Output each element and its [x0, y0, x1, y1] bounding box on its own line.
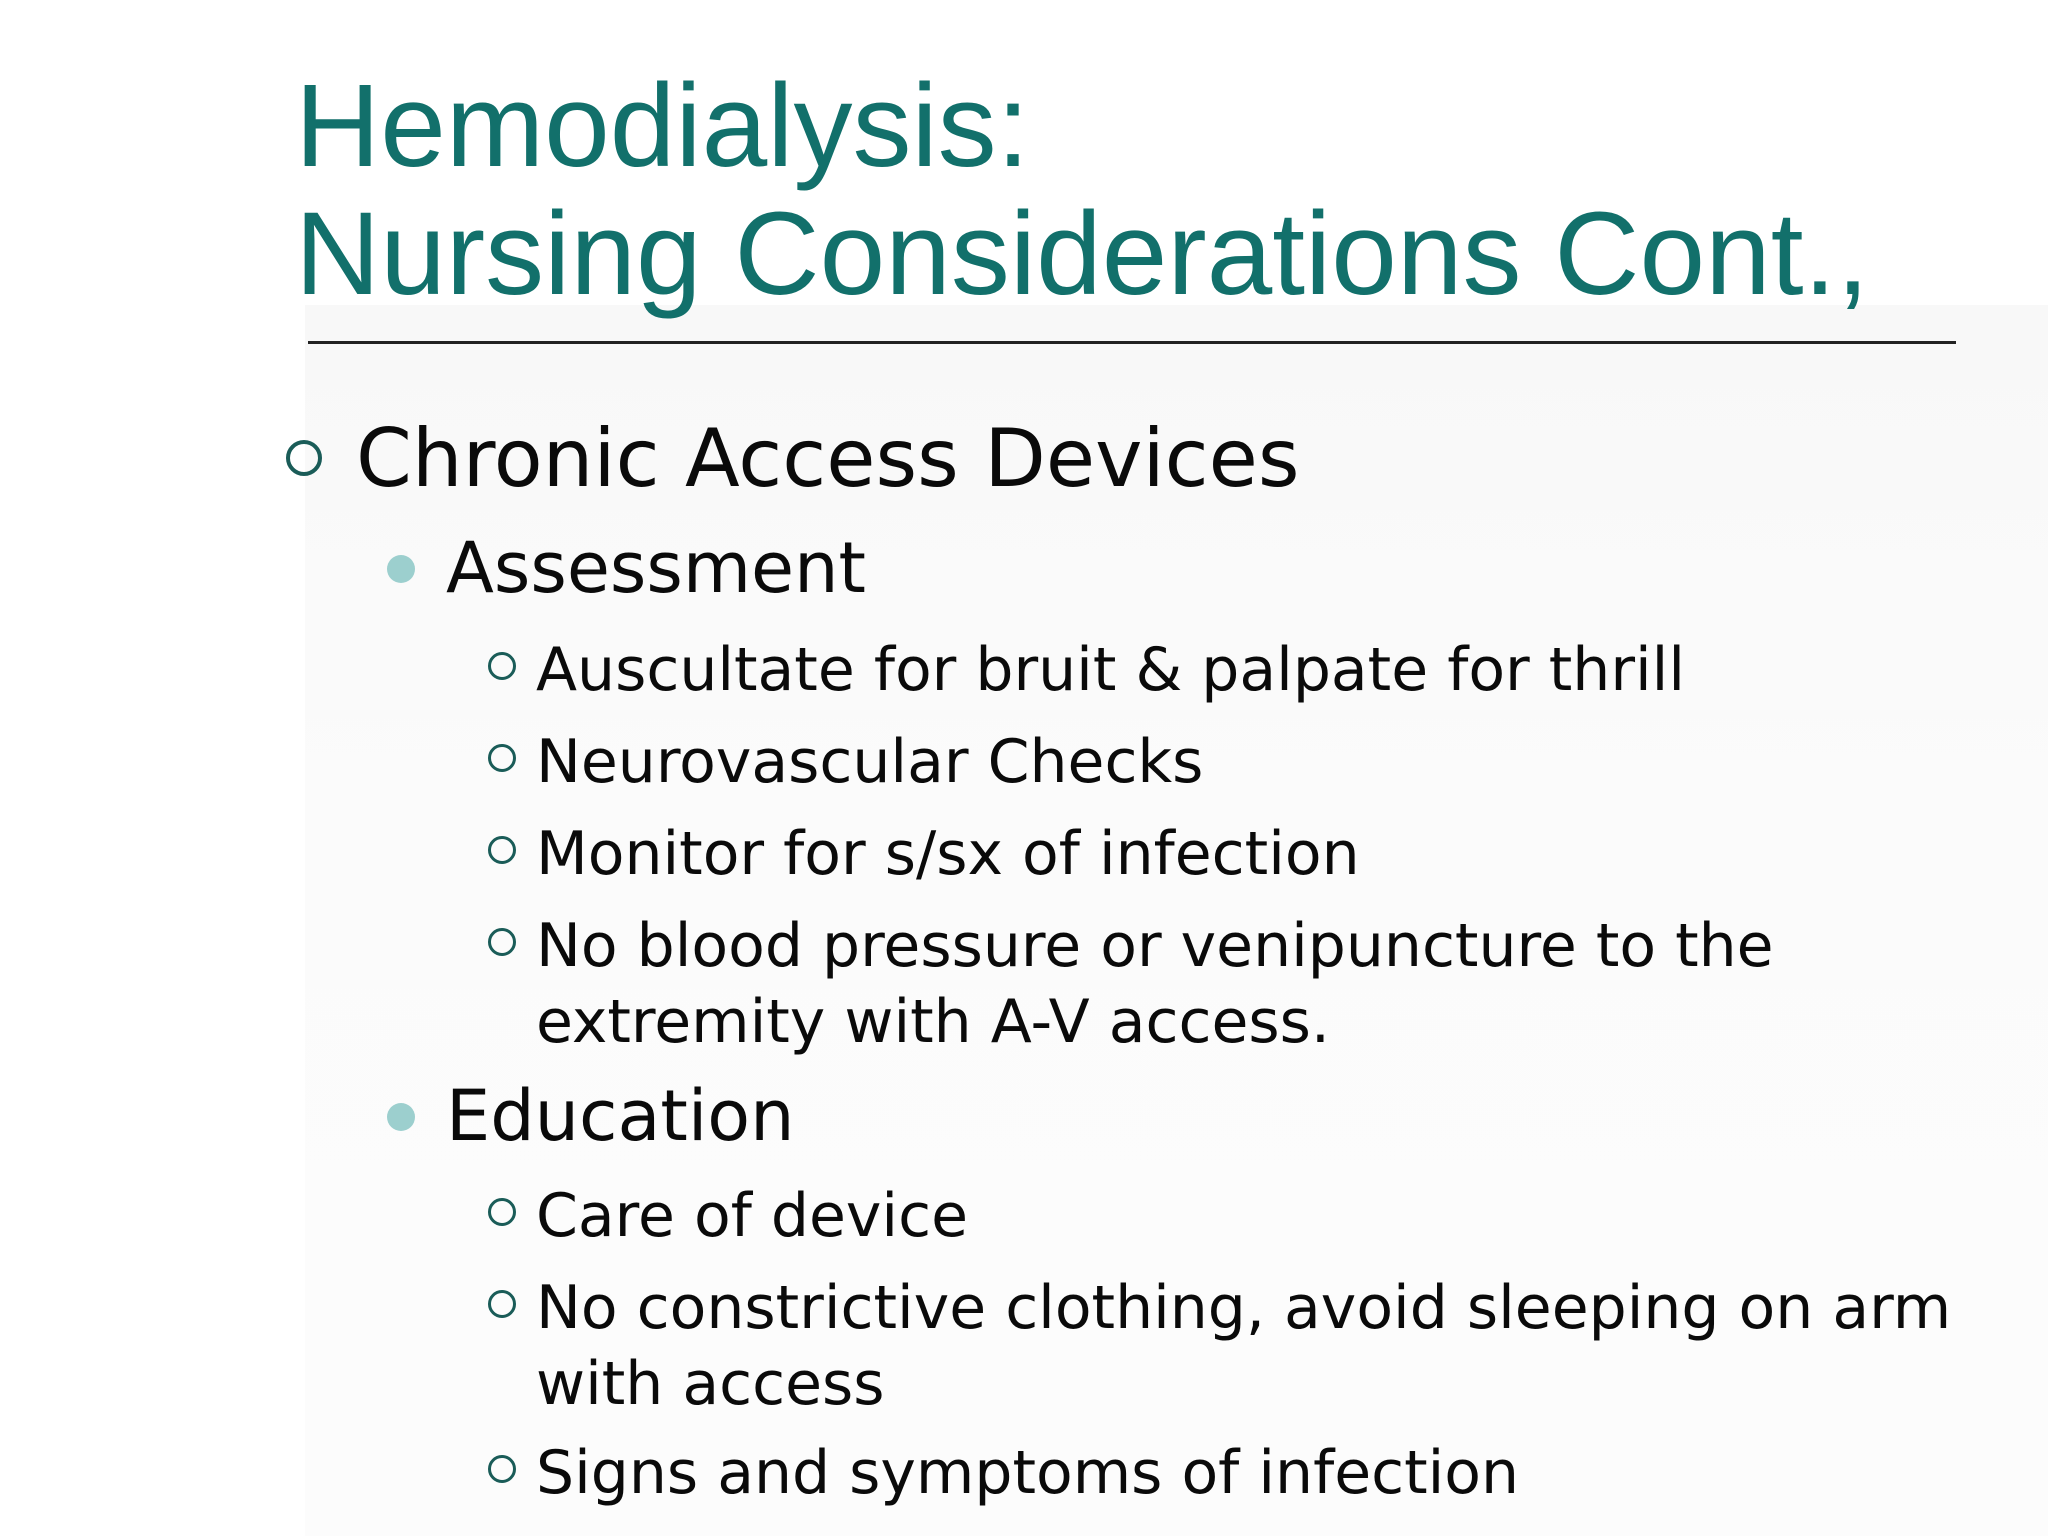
bullet-auscultate: Auscultate for bruit & palpate for thrill: [536, 635, 1685, 705]
slide-title-line-2: Nursing Considerations Cont.,: [295, 188, 1870, 320]
bullet-neurovascular-checks: Neurovascular Checks: [536, 727, 1204, 797]
hollow-circle-bullet-icon: [488, 744, 516, 772]
bullet-education: Education: [446, 1075, 795, 1157]
bullet-assessment: Assessment: [446, 527, 866, 609]
hollow-circle-bullet-icon: [488, 836, 516, 864]
bullet-monitor-infection: Monitor for s/sx of infection: [536, 819, 1360, 889]
bullet-no-blood-pressure-line-2: extremity with A-V access.: [536, 987, 1330, 1057]
bullet-care-of-device: Care of device: [536, 1181, 968, 1251]
filled-circle-bullet-icon: [387, 555, 415, 583]
slide-title-line-1: Hemodialysis:: [295, 60, 1030, 192]
hollow-circle-bullet-icon: [488, 1455, 516, 1483]
hollow-circle-bullet-icon: [488, 1290, 516, 1318]
bullet-heading-chronic-access-devices: Chronic Access Devices: [356, 412, 1300, 505]
hollow-circle-bullet-icon: [488, 928, 516, 956]
bullet-no-blood-pressure-line-1: No blood pressure or venipuncture to the: [536, 911, 1774, 981]
filled-circle-bullet-icon: [387, 1103, 415, 1131]
hollow-circle-bullet-icon: [488, 652, 516, 680]
bullet-no-constrictive-line-1: No constrictive clothing, avoid sleeping on arm: [536, 1273, 1952, 1343]
hollow-circle-bullet-icon: [286, 440, 322, 476]
hollow-circle-bullet-icon: [488, 1198, 516, 1226]
bullet-signs-symptoms-infection: Signs and symptoms of infection: [536, 1438, 1520, 1508]
bullet-no-constrictive-line-2: with access: [536, 1349, 885, 1419]
